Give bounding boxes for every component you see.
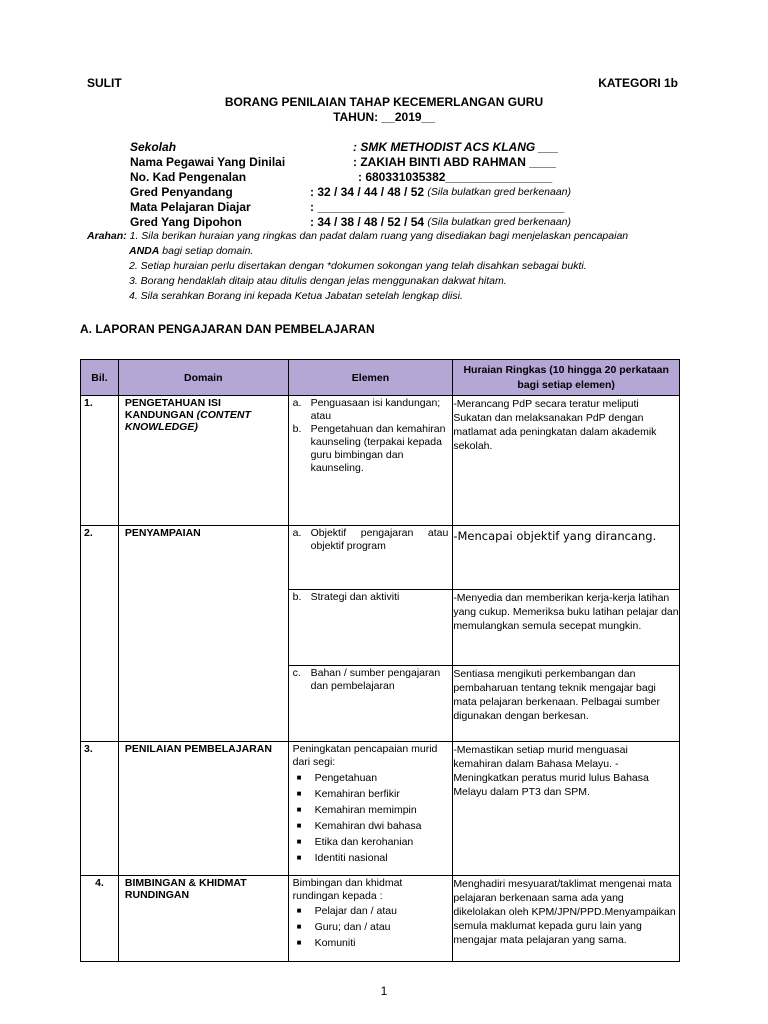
list-item xyxy=(297,802,449,818)
row2-elemen-a xyxy=(288,526,453,590)
kad-label: No. Kad Pengenalan xyxy=(130,170,247,184)
row2-elemen-c-key: c. xyxy=(292,667,301,679)
gred-label: Gred Penyandang xyxy=(130,185,233,199)
row2-elemen-c xyxy=(288,666,453,742)
bullet-icon: ■ xyxy=(296,922,302,931)
row1-elemen-b-key: b. xyxy=(292,423,302,435)
list-item xyxy=(297,770,449,786)
header-huraian: Huraian Ringkas (10 hingga 20 perkataan bagi setiap elemen) xyxy=(453,360,680,396)
bullet-icon: ■ xyxy=(296,837,302,846)
row1-elemen-a-key: a. xyxy=(292,397,302,409)
sekolah-value: : SMK METHODIST ACS KLANG ___ xyxy=(353,140,559,154)
instruction-1b-bold: ANDA xyxy=(129,245,160,257)
row2-elemen-b-key: b. xyxy=(292,591,302,603)
instruction-3: 3. Borang hendaklah ditaip atau ditulis dengan jelas menggunakan dakwat hitam. xyxy=(129,275,507,287)
row1-elemen-a-text: Penguasaan isi kandungan; atau xyxy=(310,397,441,422)
row4-bil: 4. xyxy=(81,876,119,962)
row3-huraian: -Memastikan setiap murid menguasai kemahiran dalam Bahasa Melayu. -Meningkatkan peratus murid lulus Bahasa Melayu dalam PT3 dan SPM. xyxy=(453,742,680,876)
row1-domain xyxy=(118,396,288,526)
row4-domain: BIMBINGAN & KHIDMAT RUNDINGAN xyxy=(118,876,288,962)
row2-elemen-a-item xyxy=(293,527,449,553)
instruction-1b xyxy=(87,244,708,259)
instruction-1-text: 1. Sila berikan huraian yang ringkas dan padat dalam ruang yang disediakan bagi menjelaskan pencapaian xyxy=(129,230,629,242)
row2-huraian-c: Sentiasa mengikuti perkembangan dan pembaharuan tentang teknik mengajar bagi mata pelajaran berkenaan. Pelbagai sumber digunakan dengan berkesan. xyxy=(453,666,680,742)
row2-elemen-a-text: Objektif pengajaran atau objektif program xyxy=(310,527,449,552)
list-item xyxy=(297,935,449,951)
row4-elemen-list xyxy=(293,903,449,951)
header-bil: Bil. xyxy=(81,360,119,396)
row3-elemen xyxy=(288,742,453,876)
table-row xyxy=(81,526,680,590)
bullet-icon: ■ xyxy=(296,938,302,947)
row3-elemen-list xyxy=(293,770,449,866)
row4-huraian: Menghadiri mesyuarat/taklimat mengenai mata pelajaran berkenaan sama ada yang dikelolakan oleh KPM/JPN/PPD.Menyampaikan semula maklumat kepada guru lain yang mengajar mata pelajaran yang sama. xyxy=(453,876,680,962)
row1-elemen-b-text: Pengetahuan dan kemahiran kaunseling (terpakai kepada guru bimbingan dan kaunseling. xyxy=(310,423,446,474)
list-item xyxy=(297,903,449,919)
form-year: TAHUN: __2019__ xyxy=(333,110,435,124)
report-table xyxy=(80,359,680,962)
bullet-icon: ■ xyxy=(296,789,302,798)
instruction-1 xyxy=(87,229,708,244)
header-elemen: Elemen xyxy=(288,360,453,396)
mata-value: : _____________________________________ xyxy=(310,200,565,214)
info-row-dipohon xyxy=(130,215,571,230)
row3-item-text: Identiti nasional xyxy=(314,852,388,864)
gred-note: (Sila bulatkan gred berkenaan) xyxy=(427,186,572,198)
top-header xyxy=(87,76,678,90)
list-item xyxy=(297,850,449,866)
row2-elemen-b xyxy=(288,590,453,666)
row1-bil: 1. xyxy=(81,396,119,526)
row3-domain: PENILAIAN PEMBELAJARAN xyxy=(118,742,288,876)
table-header-row xyxy=(81,360,680,396)
list-item xyxy=(297,834,449,850)
dipohon-note: (Sila bulatkan gred berkenaan) xyxy=(427,216,572,228)
page-number: 1 xyxy=(380,984,388,998)
arahan-label: Arahan: xyxy=(87,230,127,242)
row2-elemen-b-item xyxy=(293,591,449,604)
row4-elemen xyxy=(288,876,453,962)
row2-huraian-b: -Menyedia dan memberikan kerja-kerja latihan yang cukup. Memeriksa buku latihan pelajar dan memulangkan semula secepat mungkin. xyxy=(453,590,680,666)
bullet-icon: ■ xyxy=(296,853,302,862)
row1-domain-text: PENGETAHUAN ISI KANDUNGAN xyxy=(124,397,221,421)
section-a-heading: A. LAPORAN PENGAJARAN DAN PEMBELAJARAN xyxy=(80,322,375,336)
table-row xyxy=(81,876,680,962)
info-row-nama xyxy=(130,155,571,170)
info-block xyxy=(130,140,571,230)
list-item xyxy=(297,786,449,802)
category-label: KATEGORI 1b xyxy=(598,76,678,90)
form-title: BORANG PENILAIAN TAHAP KECEMERLANGAN GURU xyxy=(224,95,544,109)
sekolah-label: Sekolah xyxy=(130,140,177,154)
row4-item-text: Komuniti xyxy=(314,937,356,949)
row3-item-text: Etika dan kerohanian xyxy=(314,836,414,848)
instruction-1b-text: bagi setiap domain. xyxy=(162,245,254,257)
list-item xyxy=(297,818,449,834)
row4-item-text: Pelajar dan / atau xyxy=(314,905,397,917)
row3-item-text: Kemahiran berfikir xyxy=(314,788,400,800)
row2-bil: 2. xyxy=(81,526,119,742)
kad-value: : 680331035382________________ xyxy=(358,170,553,184)
bullet-icon: ■ xyxy=(296,906,302,915)
dipohon-label: Gred Yang Dipohon xyxy=(130,215,242,229)
info-row-mata xyxy=(130,200,571,215)
info-row-gred xyxy=(130,185,571,200)
gred-value: : 32 / 34 / 44 / 48 / 52 xyxy=(310,185,425,199)
row2-elemen-c-item xyxy=(293,667,449,693)
row2-elemen-a-key: a. xyxy=(292,527,302,539)
instructions xyxy=(87,229,708,304)
row3-elemen-intro: Peningkatan pencapaian murid dari segi: xyxy=(292,743,438,768)
bullet-icon: ■ xyxy=(296,805,302,814)
nama-label: Nama Pegawai Yang Dinilai xyxy=(130,155,286,169)
row3-bil: 3. xyxy=(81,742,119,876)
table-row xyxy=(81,396,680,526)
instruction-4: 4. Sila serahkan Borang ini kepada Ketua Jabatan setelah lengkap diisi. xyxy=(129,290,463,302)
instruction-2: 2. Setiap huraian perlu disertakan dengan *dokumen sokongan yang telah disahkan sebagai bukti. xyxy=(129,260,587,272)
header-domain: Domain xyxy=(118,360,288,396)
info-row-sekolah xyxy=(130,140,571,155)
row1-elemen-a xyxy=(293,397,449,423)
bullet-icon: ■ xyxy=(296,773,302,782)
mata-label: Mata Pelajaran Diajar xyxy=(130,200,251,214)
info-row-kad xyxy=(130,170,571,185)
row2-huraian-a: -Mencapai objektif yang dirancang. xyxy=(453,526,680,590)
row4-item-text: Guru; dan / atau xyxy=(314,921,391,933)
row2-elemen-b-text: Strategi dan aktiviti xyxy=(310,591,400,603)
row3-item-text: Pengetahuan xyxy=(314,772,378,784)
row3-item-text: Kemahiran dwi bahasa xyxy=(314,820,422,832)
table-row xyxy=(81,742,680,876)
row1-elemen xyxy=(288,396,453,526)
bullet-icon: ■ xyxy=(296,821,302,830)
row2-domain: PENYAMPAIAN xyxy=(118,526,288,742)
row3-item-text: Kemahiran memimpin xyxy=(314,804,417,816)
row1-huraian: -Merancang PdP secara teratur meliputi Sukatan dan melaksanakan PdP dengan matlamat ada peningkatan dalam akademik sekolah. xyxy=(453,396,680,526)
row1-elemen-b xyxy=(293,423,449,475)
row2-elemen-c-text: Bahan / sumber pengajaran dan pembelajaran xyxy=(310,667,441,692)
nama-value: : ZAKIAH BINTI ABD RAHMAN ____ xyxy=(353,155,556,169)
list-item xyxy=(297,919,449,935)
row1-domain-italic: (CONTENT KNOWLEDGE) xyxy=(124,409,251,433)
dipohon-value: : 34 / 38 / 48 / 52 / 54 xyxy=(310,215,425,229)
classification-label: SULIT xyxy=(87,76,122,90)
row4-elemen-intro: Bimbingan dan khidmat rundingan kepada : xyxy=(292,877,403,902)
